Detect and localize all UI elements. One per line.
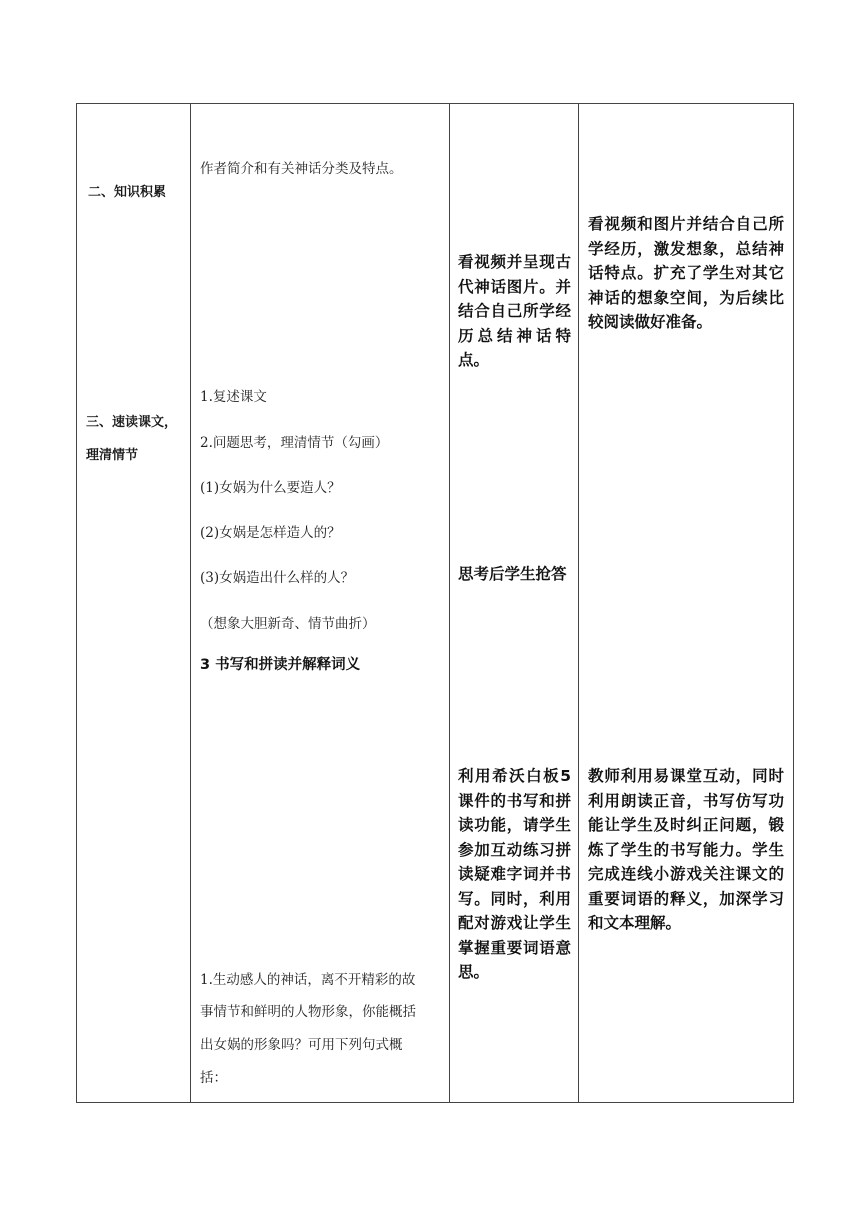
bottom-question-line: 事情节和鲜明的人物形象，你能概括	[200, 1004, 416, 1020]
bottom-question-line: 1.生动感人的神话，离不开精彩的故	[200, 972, 416, 988]
question-3: (3)女娲造出什么样的人？	[200, 570, 355, 586]
question-1: (1)女娲为什么要造人？	[200, 480, 341, 496]
column-divider	[190, 103, 191, 1103]
task-vocabulary: 3 书写和拼读并解释词义	[200, 657, 361, 673]
activity-video-summary: 看视频并呈现古代神话图片。并结合自己所学经历总结神话特点。	[458, 253, 571, 369]
column-divider	[449, 103, 450, 1103]
bottom-question-line: 括：	[200, 1070, 227, 1086]
column-divider	[578, 103, 579, 1103]
section-heading-knowledge: 二、知识积累	[88, 185, 167, 200]
author-note: 作者简介和有关神话分类及特点。	[200, 161, 403, 177]
bottom-question-line: 出女娲的形象吗？可用下列句式概	[200, 1037, 403, 1053]
task-questions: 2.问题思考，理清情节（勾画）	[200, 435, 389, 451]
intent-imagination: 看视频和图片并结合自己所学经历，激发想象，总结神话特点。扩充了学生对其它神话的想象空间，为后续比较阅读做好准备。	[588, 215, 784, 331]
activity-quick-answer: 思考后学生抢答	[458, 565, 567, 583]
task-retell: 1.复述课文	[200, 389, 267, 405]
activity-whiteboard: 利用希沃白板5课件的书写和拼读功能，请学生参加互动练习拼读疑难字词并书写。同时，利用配对游戏让学生掌握重要词语意思。	[458, 767, 571, 981]
intent-interaction: 教师利用易课堂互动，同时利用朗读正音，书写仿写功能让学生及时纠正问题，锻炼了学生的书写能力。学生完成连线小游戏关注课文的重要词语的释义，加深学习和文本理解。	[588, 767, 784, 932]
section-heading-reading-cont: 理清情节	[86, 448, 139, 463]
section-heading-reading: 三、速读课文，	[86, 415, 178, 430]
question-2: (2)女娲是怎样造人的？	[200, 525, 341, 541]
answer-hint: （想象大胆新奇、情节曲折）	[200, 616, 376, 632]
